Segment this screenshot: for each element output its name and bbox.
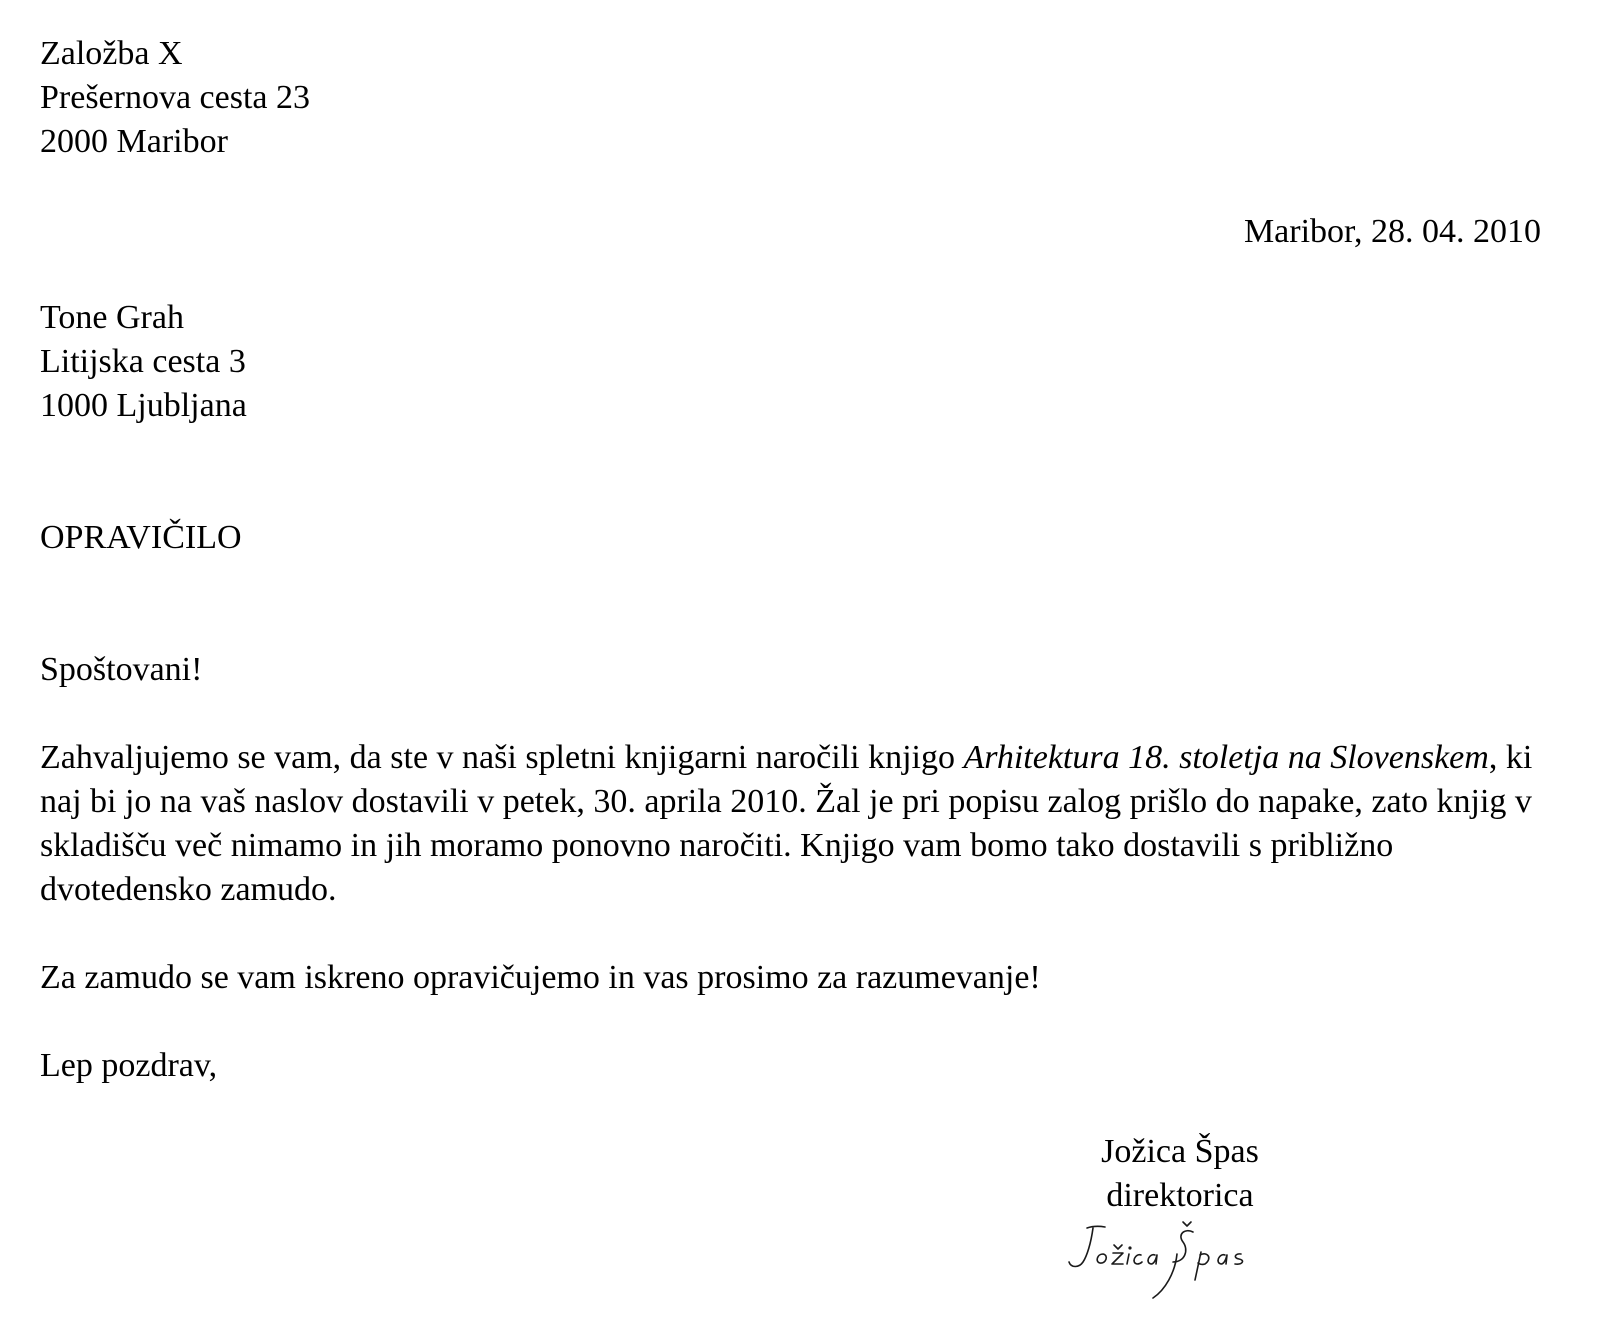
signatory-name: Jožica Špas	[1101, 1133, 1259, 1170]
body-text-part2: , ki naj bi jo na vaš naslov dostavili v petek, 30. aprila 2010. Žal je pri popisu zalog prišlo do napake, zato knjig v skladišču več nimamo in jih moramo ponovno naročiti. Knjigo vam bomo tako dostavili s približno dvotedensko zamudo.	[40, 739, 1533, 908]
body-text-part1: Zahvaljujemo se vam, da ste v naši spletni knjigarni naročili knjigo	[40, 739, 964, 776]
sender-street: Prešernova cesta 23	[40, 79, 311, 116]
apology-sentence: Za zamudo se vam iskreno opravičujemo in vas prosimo za razumevanje!	[40, 959, 1041, 996]
sender-city: 2000 Maribor	[40, 123, 228, 160]
sender-address	[40, 32, 310, 164]
recipient-city: 1000 Ljubljana	[40, 387, 247, 424]
letter-greeting: Spoštovani!	[40, 651, 203, 688]
recipient-address	[40, 296, 247, 428]
letter-subject: OPRAVIČILO	[40, 519, 242, 556]
book-title: Arhitektura 18. stoletja na Slovenskem	[963, 739, 1489, 776]
signatory-title: direktorica	[1106, 1177, 1254, 1214]
letter-closing: Lep pozdrav,	[40, 1047, 218, 1084]
letter-date: Maribor, 28. 04. 2010	[1243, 213, 1541, 250]
handwritten-signature	[1065, 1218, 1265, 1308]
recipient-name: Tone Grah	[40, 299, 184, 336]
sender-name: Založba X	[40, 35, 183, 72]
recipient-street: Litijska cesta 3	[40, 343, 246, 380]
letter-body-paragraph	[40, 736, 1570, 912]
signature-block	[1030, 1130, 1330, 1218]
